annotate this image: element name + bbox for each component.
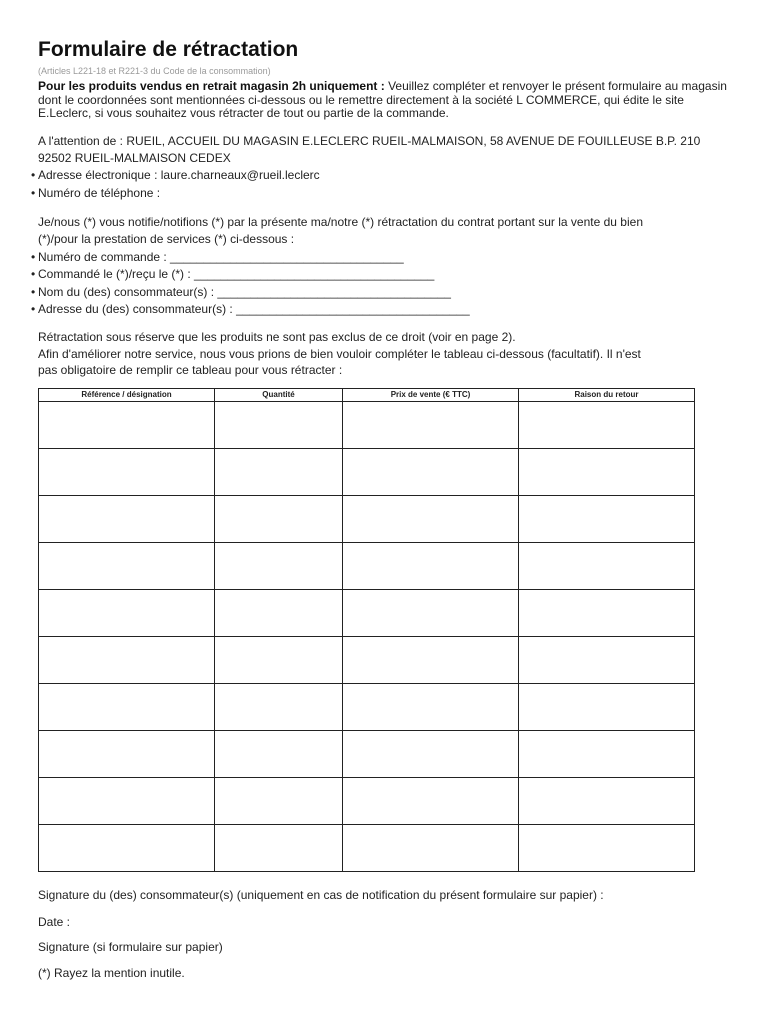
returns-table <box>38 388 695 872</box>
reason-cell[interactable] <box>519 590 695 637</box>
reference-cell[interactable] <box>39 402 215 449</box>
bullet: • <box>31 186 36 200</box>
reason-cell[interactable] <box>519 496 695 543</box>
attention-line-1: A l'attention de : RUEIL, ACCUEIL DU MAGASIN E.LECLERC RUEIL-MALMAISON, 58 AVENUE DE FOUILLEUSE B.P. 210 <box>38 134 701 148</box>
email-line: Adresse électronique : laure.charneaux@rueil.leclerc <box>38 168 320 182</box>
table-header-row <box>39 389 695 402</box>
reference-cell[interactable] <box>39 684 215 731</box>
price-cell[interactable] <box>343 825 519 872</box>
table-body <box>39 402 695 872</box>
reference-cell[interactable] <box>39 825 215 872</box>
table-row <box>39 684 695 731</box>
price-cell[interactable] <box>343 543 519 590</box>
notify-line-1: Je/nous (*) vous notifie/notifions (*) par la présente ma/notre (*) rétractation du contrat portant sur la vente du bien <box>38 215 643 229</box>
quantity-cell[interactable] <box>215 637 343 684</box>
ordered-on-field[interactable]: Commandé le (*)/reçu le (*) : ____________________________________ <box>38 267 435 281</box>
intro-text: Veuillez compléter et renvoyer le présent formulaire au magasin dont le coordonnées sont mentionnées ci-dessous ou le remettre directement à la société L COMMERCE, qui édite le site E.Leclerc, si vous souhaitez vous rétracter de tout ou partie de la commande. <box>38 79 727 120</box>
email-row <box>31 167 320 184</box>
quantity-cell[interactable] <box>215 590 343 637</box>
price-cell[interactable] <box>343 496 519 543</box>
improve-line-2: pas obligatoire de remplir ce tableau pour vous rétracter : <box>38 363 343 377</box>
table-row <box>39 496 695 543</box>
table-row <box>39 543 695 590</box>
quantity-cell[interactable] <box>215 684 343 731</box>
consumer-address-row <box>31 301 470 318</box>
consumer-name-field[interactable]: Nom du (des) consommateur(s) : ___________________________________ <box>38 285 451 299</box>
header-reason: Raison du retour <box>519 389 695 402</box>
price-cell[interactable] <box>343 590 519 637</box>
consumer-address-field[interactable]: Adresse du (des) consommateur(s) : ___________________________________ <box>38 302 470 316</box>
bullet: • <box>31 267 36 281</box>
bullet: • <box>31 250 36 264</box>
bullet: • <box>31 285 36 299</box>
order-number-field[interactable]: Numéro de commande : ___________________________________ <box>38 250 404 264</box>
improve-line-1: Afin d'améliorer notre service, nous vous prions de bien vouloir compléter le tableau ci-dessous (facultatif). Il n'est <box>38 347 641 361</box>
reason-cell[interactable] <box>519 778 695 825</box>
reference-cell[interactable] <box>39 590 215 637</box>
ordered-on-row <box>31 266 434 283</box>
intro-bold: Pour les produits vendus en retrait magasin 2h uniquement : <box>38 79 385 93</box>
date-label: Date : <box>38 915 71 929</box>
table-row <box>39 825 695 872</box>
reason-cell[interactable] <box>519 449 695 496</box>
signature-paper-label: Signature (si formulaire sur papier) <box>38 940 223 954</box>
consumer-name-row <box>31 284 451 301</box>
table-row <box>39 637 695 684</box>
reference-cell[interactable] <box>39 543 215 590</box>
order-number-row <box>31 249 404 266</box>
reference-cell[interactable] <box>39 778 215 825</box>
phone-row <box>31 185 160 202</box>
quantity-cell[interactable] <box>215 731 343 778</box>
table-row <box>39 778 695 825</box>
price-cell[interactable] <box>343 402 519 449</box>
price-cell[interactable] <box>343 731 519 778</box>
header-price: Prix de vente (€ TTC) <box>343 389 519 402</box>
price-cell[interactable] <box>343 684 519 731</box>
table-row <box>39 402 695 449</box>
table-row <box>39 449 695 496</box>
quantity-cell[interactable] <box>215 543 343 590</box>
table-row <box>39 590 695 637</box>
reason-cell[interactable] <box>519 731 695 778</box>
footnote: (*) Rayez la mention inutile. <box>38 966 185 980</box>
form-title: Formulaire de rétractation <box>38 38 299 61</box>
reference-cell[interactable] <box>39 731 215 778</box>
phone-line: Numéro de téléphone : <box>38 186 161 200</box>
quantity-cell[interactable] <box>215 496 343 543</box>
quantity-cell[interactable] <box>215 402 343 449</box>
legal-reference: (Articles L221-18 et R221-3 du Code de la consommation) <box>38 66 271 76</box>
header-quantity: Quantité <box>215 389 343 402</box>
attention-line-2: 92502 RUEIL-MALMAISON CEDEX <box>38 151 231 165</box>
reserve-line: Rétractation sous réserve que les produits ne sont pas exclus de ce droit (voir en page 2). <box>38 330 516 344</box>
signature-consumer-label: Signature du (des) consommateur(s) (uniquement en cas de notification du présent formulaire sur papier) : <box>38 888 604 902</box>
notify-line-2: (*)/pour la prestation de services (*) ci-dessous : <box>38 232 295 246</box>
price-cell[interactable] <box>343 778 519 825</box>
reason-cell[interactable] <box>519 637 695 684</box>
reference-cell[interactable] <box>39 637 215 684</box>
quantity-cell[interactable] <box>215 778 343 825</box>
reason-cell[interactable] <box>519 402 695 449</box>
bullet: • <box>31 168 36 182</box>
quantity-cell[interactable] <box>215 449 343 496</box>
reference-cell[interactable] <box>39 496 215 543</box>
reason-cell[interactable] <box>519 825 695 872</box>
table-row <box>39 731 695 778</box>
price-cell[interactable] <box>343 449 519 496</box>
quantity-cell[interactable] <box>215 825 343 872</box>
reason-cell[interactable] <box>519 684 695 731</box>
price-cell[interactable] <box>343 637 519 684</box>
intro-paragraph <box>38 80 738 121</box>
reference-cell[interactable] <box>39 449 215 496</box>
reason-cell[interactable] <box>519 543 695 590</box>
header-reference: Référence / désignation <box>39 389 215 402</box>
bullet: • <box>31 302 36 316</box>
